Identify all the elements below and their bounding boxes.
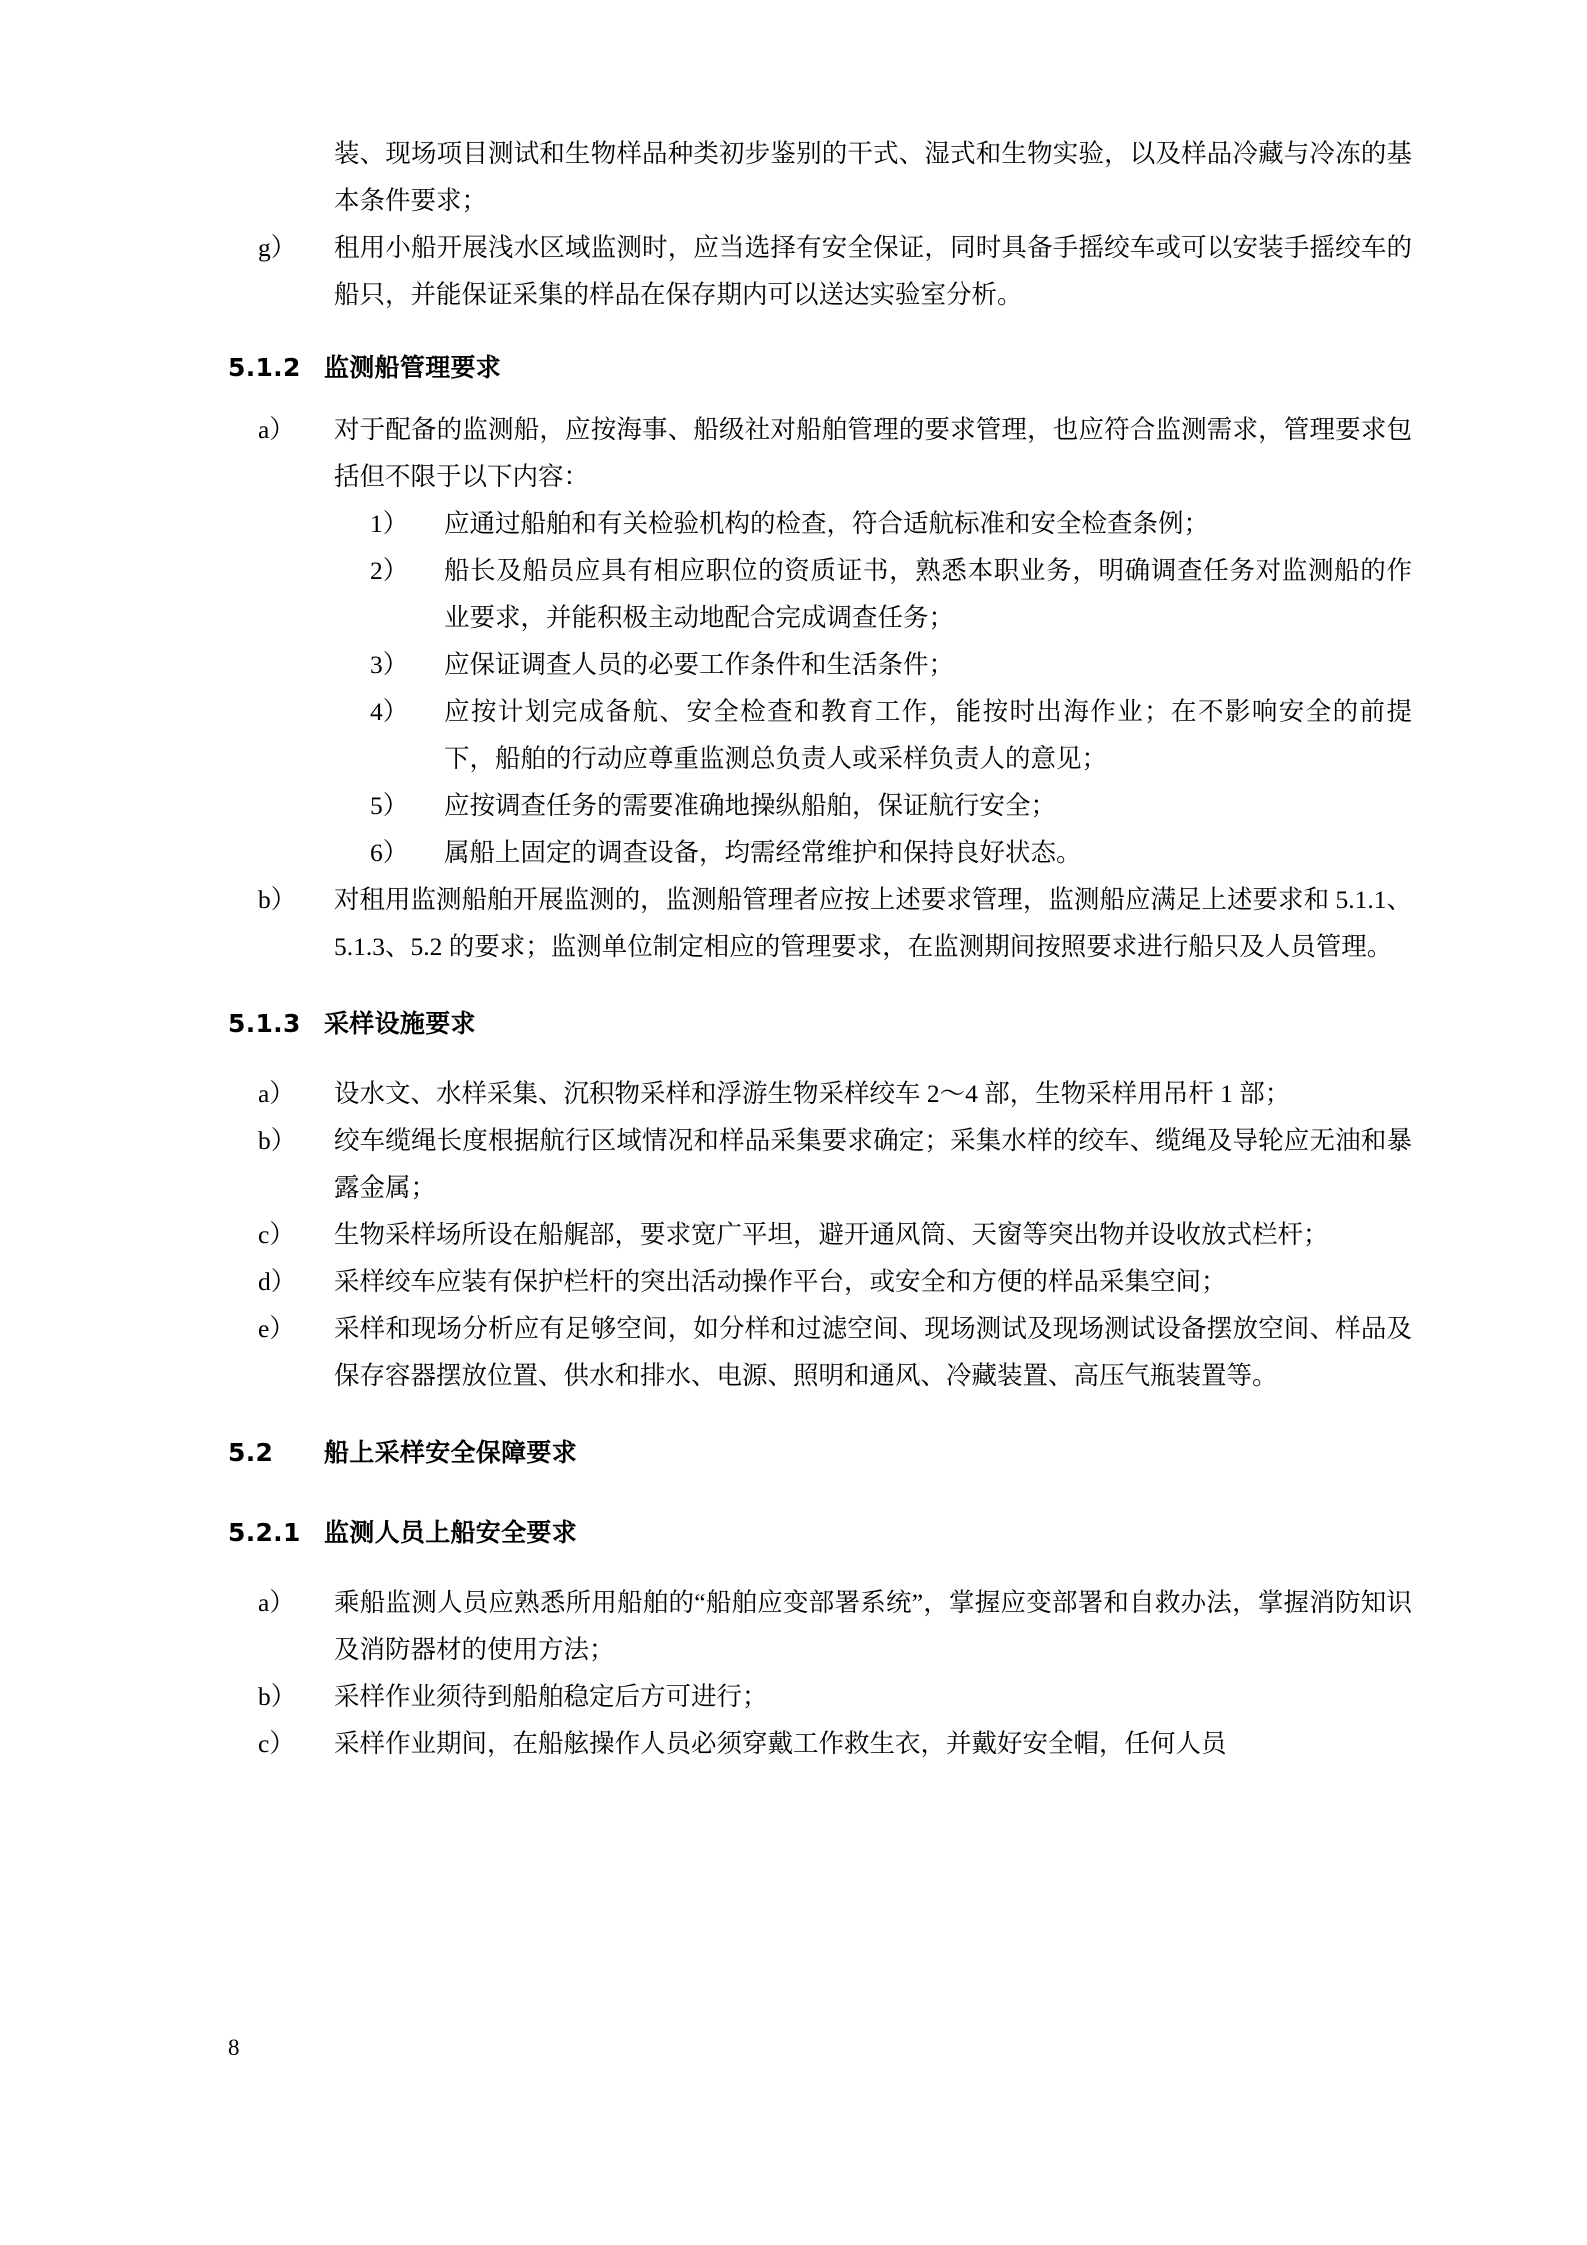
list-item xyxy=(228,876,1412,970)
section-title: 船上采样安全保障要求 xyxy=(324,1438,578,1467)
section-title: 监测船管理要求 xyxy=(324,353,502,382)
list-item xyxy=(228,1673,1412,1720)
section-number: 5.1.2 xyxy=(228,353,301,382)
list-marker: g） xyxy=(258,233,297,262)
section-number: 5.2 xyxy=(228,1438,274,1467)
list-marker: 4） xyxy=(370,697,409,726)
list-item xyxy=(228,1720,1412,1767)
list-item xyxy=(334,547,1412,641)
section-heading xyxy=(228,1513,1412,1553)
list-item-text: 对于配备的监测船，应按海事、船级社对船舶管理的要求管理，也应符合监测需求，管理要求包括但不限于以下内容： xyxy=(334,415,1412,491)
list-item xyxy=(334,500,1412,547)
section-heading xyxy=(228,1004,1412,1044)
list-item-text: 设水文、水样采集、沉积物采样和浮游生物采样绞车 2～4 部，生物采样用吊杆 1 部； xyxy=(334,1079,1291,1108)
page-number: 8 xyxy=(228,2035,240,2060)
section-title: 采样设施要求 xyxy=(324,1009,476,1038)
list-item xyxy=(228,1305,1412,1399)
list-item-text: 绞车缆绳长度根据航行区域情况和样品采集要求确定；采集水样的绞车、缆绳及导轮应无油和暴露金属； xyxy=(334,1126,1412,1202)
list-item-text: 采样和现场分析应有足够空间，如分样和过滤空间、现场测试及现场测试设备摆放空间、样品及保存容器摆放位置、供水和排水、电源、照明和通风、冷藏装置、高压气瓶装置等。 xyxy=(334,1314,1412,1390)
list-item xyxy=(334,641,1412,688)
list-item-text: 船长及船员应具有相应职位的资质证书，熟悉本职业务，明确调查任务对监测船的作业要求，并能积极主动地配合完成调查任务； xyxy=(444,556,1412,632)
list-item-text: 乘船监测人员应熟悉所用船舶的“船舶应变部署系统”，掌握应变部署和自救办法，掌握消防知识及消防器材的使用方法； xyxy=(334,1588,1412,1664)
list-item-text: 应保证调查人员的必要工作条件和生活条件； xyxy=(444,650,955,679)
list-item xyxy=(228,1070,1412,1117)
list-item xyxy=(228,1258,1412,1305)
list-marker: b） xyxy=(258,1682,297,1711)
list-item xyxy=(228,1117,1412,1211)
list-marker: 2） xyxy=(370,556,409,585)
list-item xyxy=(228,1211,1412,1258)
list-item-text: 对租用监测船舶开展监测的，监测船管理者应按上述要求管理，监测船应满足上述要求和 5.1.1、5.1.3、5.2 的要求；监测单位制定相应的管理要求，在监测期间按照要求进行船只及人员管理。 xyxy=(334,885,1412,961)
list-marker: 5） xyxy=(370,791,409,820)
list-item-text: 生物采样场所设在船艉部，要求宽广平坦，避开通风筒、天窗等突出物并设收放式栏杆； xyxy=(334,1220,1329,1249)
list-marker: c） xyxy=(258,1729,295,1758)
list-marker: a） xyxy=(258,1588,295,1617)
section-heading xyxy=(228,348,1412,388)
list-marker: 3） xyxy=(370,650,409,679)
list-marker: b） xyxy=(258,885,297,914)
section-heading xyxy=(228,1433,1412,1473)
list-item xyxy=(228,224,1412,318)
list-marker: e） xyxy=(258,1314,295,1343)
list-marker: a） xyxy=(258,1079,295,1108)
list-marker: 1） xyxy=(370,509,409,538)
list-item xyxy=(334,688,1412,782)
list-item-text: 采样作业须待到船舶稳定后方可进行； xyxy=(334,1682,768,1711)
section-number: 5.2.1 xyxy=(228,1518,301,1547)
list-item xyxy=(228,406,1412,500)
list-item-text: 属船上固定的调查设备，均需经常维护和保持良好状态。 xyxy=(444,838,1082,867)
list-item xyxy=(228,1579,1412,1673)
list-item-text: 采样绞车应装有保护栏杆的突出活动操作平台，或安全和方便的样品采集空间； xyxy=(334,1267,1227,1296)
list-marker: c） xyxy=(258,1220,295,1249)
list-marker: d） xyxy=(258,1267,297,1296)
section-title: 监测人员上船安全要求 xyxy=(324,1518,578,1547)
continuation-paragraph: 装、现场项目测试和生物样品种类初步鉴别的干式、湿式和生物实验，以及样品冷藏与冷冻的基本条件要求； xyxy=(334,139,1412,215)
list-marker: a） xyxy=(258,415,295,444)
list-item-text: 租用小船开展浅水区域监测时，应当选择有安全保证，同时具备手摇绞车或可以安装手摇绞车的船只，并能保证采集的样品在保存期内可以送达实验室分析。 xyxy=(334,233,1412,309)
list-marker: b） xyxy=(258,1126,297,1155)
list-item-text: 应通过船舶和有关检验机构的检查，符合适航标准和安全检查条例； xyxy=(444,509,1210,538)
list-marker: 6） xyxy=(370,838,409,867)
section-number: 5.1.3 xyxy=(228,1009,301,1038)
list-item xyxy=(334,782,1412,829)
list-item-text: 应按计划完成备航、安全检查和教育工作，能按时出海作业；在不影响安全的前提下，船舶的行动应尊重监测总负责人或采样负责人的意见； xyxy=(444,697,1412,773)
list-item-text: 应按调查任务的需要准确地操纵船舶，保证航行安全； xyxy=(444,791,1057,820)
list-item-text: 采样作业期间，在船舷操作人员必须穿戴工作救生衣，并戴好安全帽，任何人员 xyxy=(334,1729,1227,1758)
list-item xyxy=(334,829,1412,876)
